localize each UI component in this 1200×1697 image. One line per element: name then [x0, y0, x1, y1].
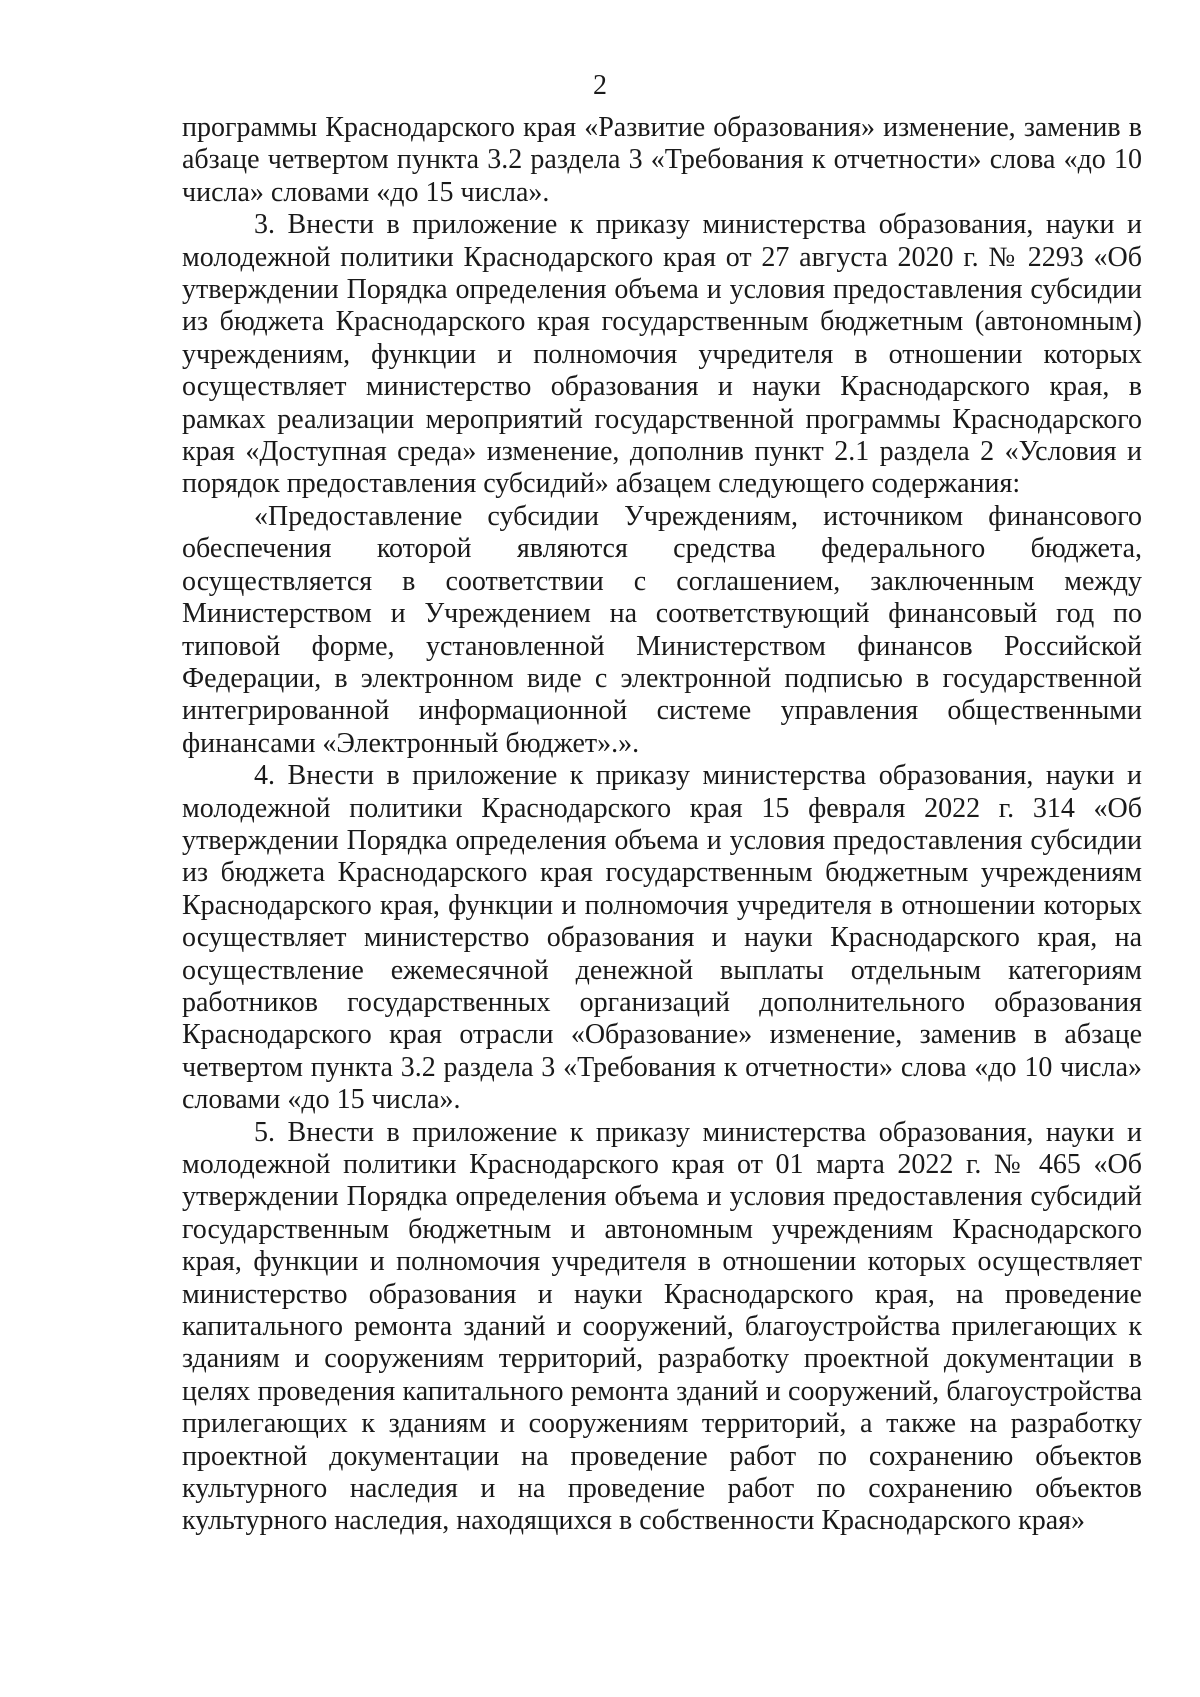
paragraph-item-5: 5. Внести в приложение к приказу министерства образования, науки и молодежной политики Краснодарского края от 01 марта 2022 г. № 465 «Об утверждении Порядка определения объема и условия предоставления субсидий государственным бюджетным и автономным учреждениям Краснодарского края, функции и полномочия учредителя в отношении которых осуществляет министерство образования и науки Краснодарского края, на проведение капитального ремонта зданий и сооружений, благоустройства прилегающих к зданиям и сооружениям территорий, разработку проектной документации в целях проведения капитального ремонта зданий и сооружений, благоустройства прилегающих к зданиям и сооружениям территорий, а также на разработку проектной документации на проведение работ по сохранению объектов культурного наследия и на проведение работ по сохранению объектов культурного наследия, находящихся в собственности Краснодарского края»	[182, 1116, 1142, 1537]
paragraph-quoted-addition: «Предоставление субсидии Учреждениям, источником финансового обеспечения которой являются средства федерального бюджета, осуществляется в соответствии с соглашением, заключенным между Министерством и Учреждением на соответствующий финансовый год по типовой форме, установленной Министерством финансов Российской Федерации, в электронном виде с электронной подписью в государственной интегрированной информационной системе управления общественными финансами «Электронный бюджет».».	[182, 500, 1142, 759]
document-body	[182, 112, 1142, 1538]
paragraph-item-4: 4. Внести в приложение к приказу министерства образования, науки и молодежной политики Краснодарского края 15 февраля 2022 г. 314 «Об утверждении Порядка определения объема и условия предоставления субсидии из бюджета Краснодарского края государственным бюджетным учреждениям Краснодарского края, функции и полномочия учредителя в отношении которых осуществляет министерство образования и науки Краснодарского края, на осуществление ежемесячной денежной выплаты отдельным категориям работников государственных организаций дополнительного образования Краснодарского края отрасли «Образование» изменение, заменив в абзаце четвертом пункта 3.2 раздела 3 «Требования к отчетности» слова «до 10 числа» словами «до 15 числа».	[182, 760, 1142, 1116]
paragraph-continuation: программы Краснодарского края «Развитие образования» изменение, заменив в абзаце четвертом пункта 3.2 раздела 3 «Требования к отчетности» слова «до 10 числа» словами «до 15 числа».	[182, 112, 1142, 208]
paragraph-item-3: 3. Внести в приложение к приказу министерства образования, науки и молодежной политики Краснодарского края от 27 августа 2020 г. № 2293 «Об утверждении Порядка определения объема и условия предоставления субсидии из бюджета Краснодарского края государственным бюджетным (автономным) учреждениям, функции и полномочия учредителя в отношении которых осуществляет министерство образования и науки Краснодарского края, в рамках реализации мероприятий государственной программы Краснодарского края «Доступная среда» изменение, дополнив пункт 2.1 раздела 2 «Условия и порядок предоставления субсидий» абзацем следующего содержания:	[182, 209, 1142, 500]
page-number: 2	[593, 70, 607, 101]
